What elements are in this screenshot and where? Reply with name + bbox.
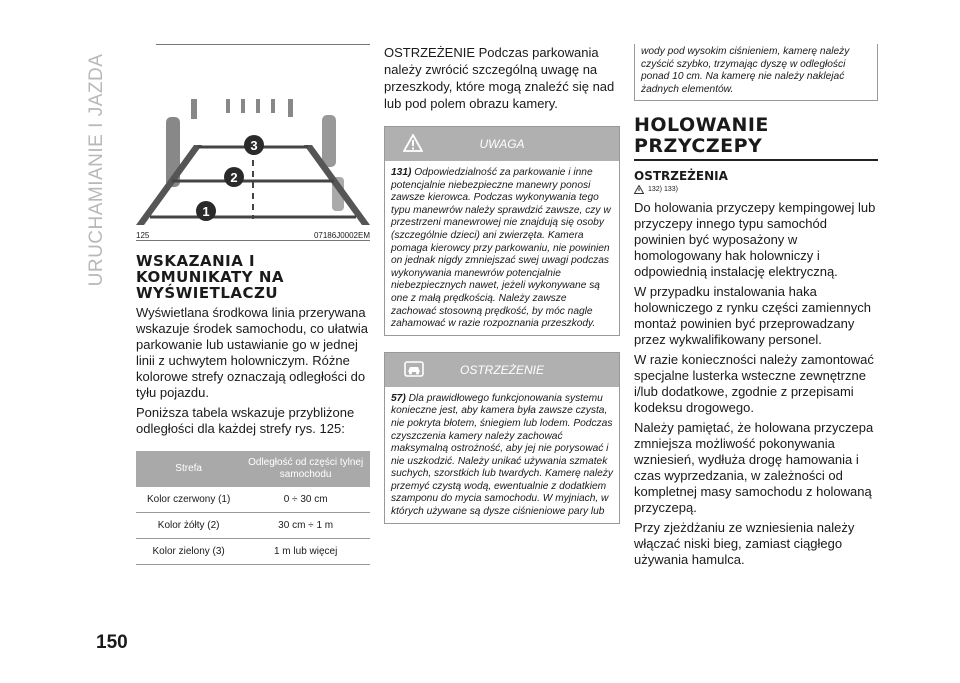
figure-number: 125: [136, 231, 150, 240]
car-warning-icon: [403, 360, 425, 378]
post-icon: [322, 115, 336, 167]
uwaga-text: Odpowiedzialność za parkowanie i inne potencjalnie niebezpieczne manewry ponosi zawsze kierowca. Podczas wykonywania tego typu manewrów należy sprawdzić zawsze, czy w przestrzeni manewrowej nie znajdują się osoby (szczególnie dzieci) ani zwierzęta. Kamera pomaga kierowcy przy parkowaniu, nie powinien on jednak nigdy zmniejszać swej uwagi podczas wykonywania manewrów potencjalnie niebezpiecznych nawet, jeżeli wykonywane są one z małą prędkością. Należy zawsze zachować stosowną prędkość, by móc nagle zahamować w razie rozpoznania przeszkody.: [391, 167, 611, 330]
section-heading-towing: HOLOWANIE PRZYCZEPY: [634, 114, 769, 158]
post-icon: [191, 99, 197, 119]
paragraph: Do holowania przyczepy kempingowej lub przyczepy innego typu samochód powinien być wyposażony w homologowany hak holowniczy i odpowiednią instalację elektryczną.: [634, 200, 876, 280]
table-row: [136, 513, 370, 539]
ostrzezenie-number: 57): [391, 392, 406, 404]
reference-numbers: 132) 133): [648, 186, 678, 194]
warning-references: [634, 185, 878, 194]
zone-distance-table: [136, 451, 370, 565]
camera-guideline-illustration: [136, 59, 370, 229]
page-number: 150: [96, 632, 128, 653]
uwaga-body: [385, 161, 619, 335]
post-icon: [288, 99, 293, 117]
post-icon: [271, 99, 275, 113]
section-heading-display: WSKAZANIA I KOMUNIKATY NA WYŚWIETLACZU: [136, 252, 284, 302]
marker-1-label: 1: [202, 204, 210, 219]
table-cell: Kolor zielony (3): [136, 539, 241, 565]
warning-intro: OSTRZEŻENIE Podczas parkowania należy zwrócić szczególną uwagę na przeszkody, które mogą znaleźć się nad lub pod polem obrazu kamery.: [384, 45, 615, 111]
marker-3-label: 3: [250, 138, 258, 153]
table-cell: Kolor żółty (2): [136, 513, 241, 539]
subheading-warnings: OSTRZEŻENIA: [634, 169, 728, 184]
post-icon: [226, 99, 230, 113]
section-tab: [86, 40, 108, 300]
table-cell: 0 ÷ 30 cm: [241, 487, 370, 513]
uwaga-box-header: [385, 127, 619, 161]
camera-guideline-figure: [136, 59, 370, 229]
paragraph: Przy zjeżdżaniu ze wzniesienia należy włączać niski bieg, zamiast ciągłego używania hamulca.: [634, 520, 855, 568]
paragraph: W razie konieczności należy zamontować specjalne lusterka wsteczne zewnętrzne i/lub dodatkowe, zgodnie z przepisami kodeksu drogowego.: [634, 352, 874, 416]
ostrzezenie-title: OSTRZEŻENIE: [459, 362, 544, 377]
figure-rule: [136, 240, 370, 241]
uwaga-number: 131): [391, 167, 412, 178]
paragraph: Wyświetlana środkowa linia przerywana wskazuje środek samochodu, co ułatwia parkowanie lub ustawianie go w jednej linii z uchwytem holowniczym. Różne kolorowe strefy oznaczają odległości do tyłu pojazdu.: [136, 305, 368, 400]
figure-caption: [136, 231, 370, 240]
table-header: Strefa: [136, 451, 241, 487]
uwaga-title: UWAGA: [479, 137, 525, 151]
paragraph: W przypadku instalowania haka holowniczego z rynku części zamiennych montaż powinien być przeprowadzany przez wykwalifikowany personel.: [634, 284, 871, 348]
guide-line-right: [304, 145, 370, 225]
column-1: [136, 44, 370, 565]
column-3: [634, 44, 878, 572]
marker-2-label: 2: [230, 170, 238, 185]
paragraph: Należy pamiętać, że holowana przyczepa zmniejsza możliwość pokonywania wzniesień, wydłuża drogę hamowania i czas wyprzedzania, w zależności od kompletnej masy samochodu z holowaną przyczepą.: [634, 420, 874, 516]
post-icon: [241, 99, 245, 113]
table-cell: Kolor czerwony (1): [136, 487, 241, 513]
table-cell: 1 m lub więcej: [241, 539, 370, 565]
figure-code: 07186J0002EM: [313, 231, 370, 240]
post-icon: [256, 99, 260, 113]
heading-rule: [634, 159, 878, 161]
table-header: Odległość od części tylnej samochodu: [241, 451, 370, 487]
ostrzezenie-box: [384, 352, 620, 524]
ostrzezenie-continued-text: wody pod wysokim ciśnieniem, kamerę należy czyścić szybko, trzymając dyszę w odległości ponad 10 cm. Na kamerę nie należy naklejać żadnych elementów.: [641, 46, 850, 95]
top-rule: [156, 44, 370, 45]
table-row: [136, 487, 370, 513]
ostrzezenie-box-header: [385, 353, 619, 387]
ostrzezenie-body: [385, 387, 619, 523]
warning-triangle-icon: [634, 185, 644, 194]
column-2: [384, 44, 620, 524]
ostrzezenie-text: Dla prawidłowego funkcjonowania systemu konieczne jest, aby kamera była zawsze czysta, nie pokryta błotem, śniegiem lub lodem. Podczas czyszczenia kamery należy zachować maksymalną ostrożność, aby jej nie porysować i nie uszkodzić. Należy unikać używania szmatek suchych, szorstkich lub twardych. Kamerę należy przemyć czystą wodą, ewentualnie z dodatkiem szamponu do mycia samochodu. W myjniach, w których używane są dysze ciśnieniowe pary lub: [391, 392, 613, 518]
table-row: [136, 539, 370, 565]
warning-triangle-icon: [403, 134, 423, 152]
section-tab-label: URUCHAMIANIE I JAZDA: [86, 53, 107, 287]
uwaga-box: [384, 126, 620, 336]
table-cell: 30 cm ÷ 1 m: [241, 513, 370, 539]
ostrzezenie-box-continued: [634, 44, 878, 101]
paragraph: Poniższa tabela wskazuje przybliżone odległości dla każdej strefy rys. 125:: [136, 405, 355, 436]
